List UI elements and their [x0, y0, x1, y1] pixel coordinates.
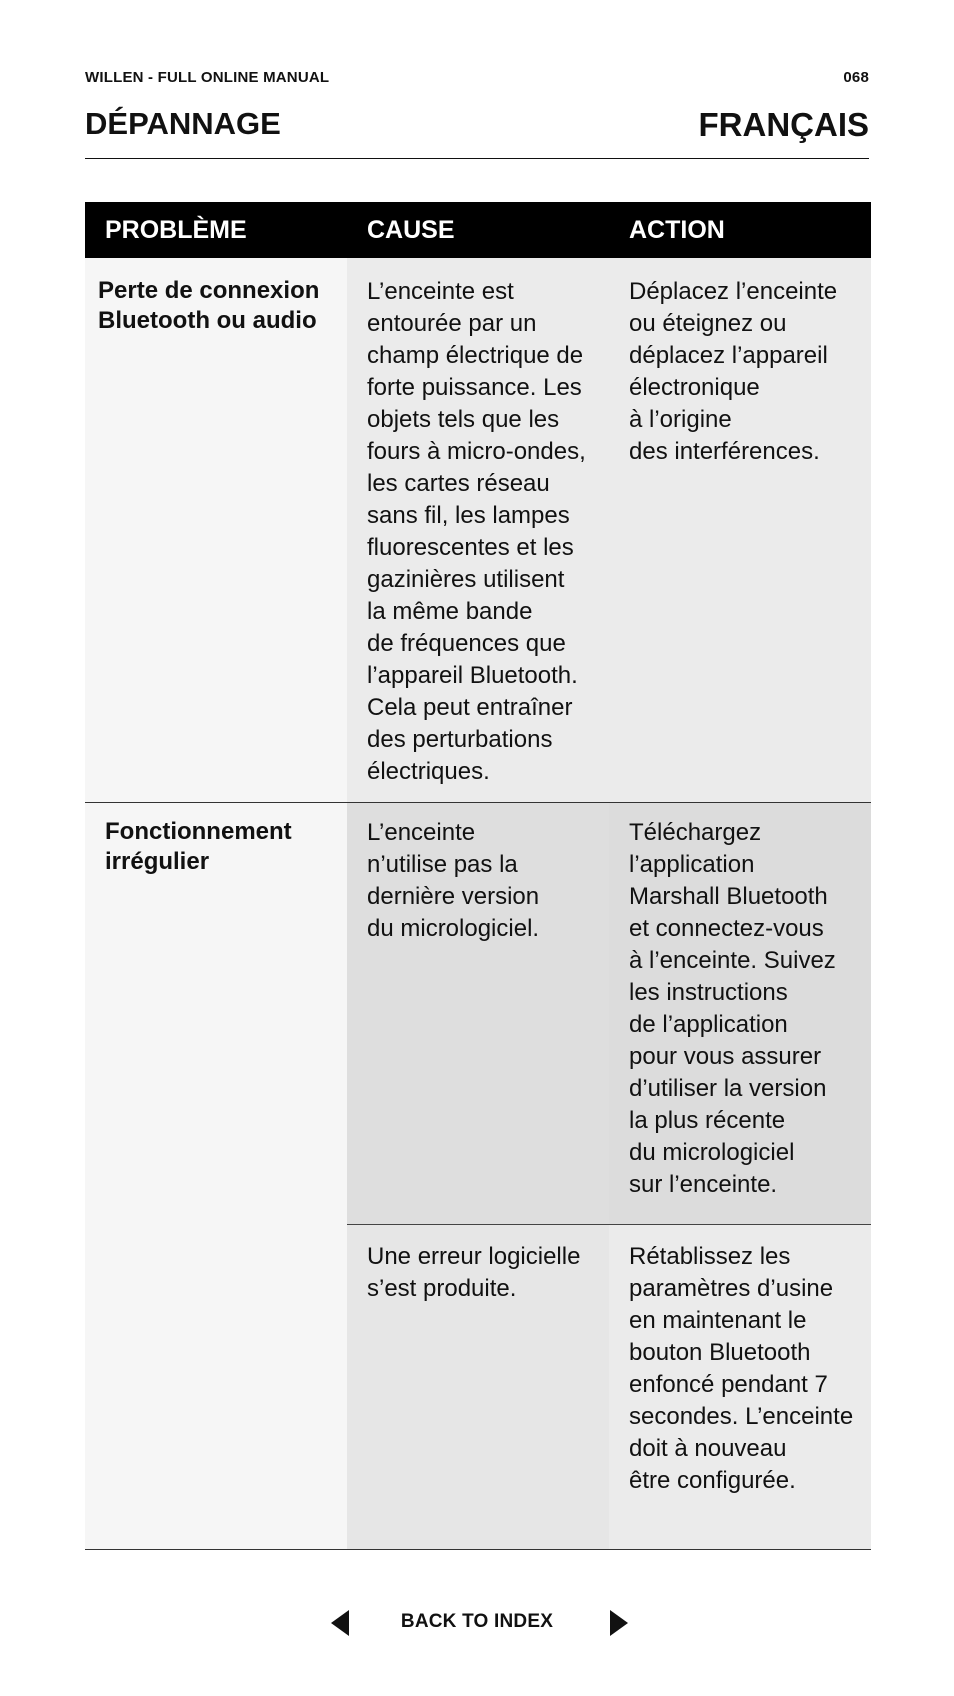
column-header-cause: CAUSE: [367, 216, 455, 244]
cause-cell: L’enceinte n’utilise pas la dernière version du micrologiciel.: [347, 803, 609, 1224]
back-to-index-link[interactable]: BACK TO INDEX: [400, 1611, 554, 1632]
top-bar: [85, 69, 869, 89]
footer-nav: [0, 1605, 954, 1641]
triangle-left-icon[interactable]: [331, 1610, 349, 1636]
table-subrow: [347, 803, 871, 1225]
section-title: DÉPANNAGE: [85, 106, 281, 141]
manual-title: WILLEN - FULL ONLINE MANUAL: [85, 69, 330, 86]
language-label: FRANÇAIS: [698, 106, 869, 143]
triangle-right-icon[interactable]: [610, 1610, 628, 1636]
action-cell: Déplacez l’enceinte ou éteignez ou déplacez l’appareil électronique à l’origine des interférences.: [609, 258, 871, 802]
action-cell: Rétablissez les paramètres d’usine en maintenant le bouton Bluetooth enfoncé pendant 7 secondes. L’enceinte doit à nouveau être configurée.: [609, 1225, 871, 1549]
column-header-problem: PROBLÈME: [105, 216, 247, 244]
table-row: [85, 258, 871, 803]
problem-cell: Perte de connexion Bluetooth ou audio: [85, 258, 347, 802]
table-header: [85, 202, 871, 258]
problem-cell: Fonctionnement irrégulier: [85, 803, 347, 1549]
section-header: [85, 106, 869, 159]
troubleshooting-table: [85, 202, 871, 1550]
sub-rows: [347, 803, 871, 1549]
cause-cell: Une erreur logicielle s’est produite.: [347, 1225, 609, 1549]
table-row: [85, 803, 871, 1550]
page-number: 068: [843, 69, 869, 86]
table-subrow: [347, 1225, 871, 1549]
action-cell: Téléchargez l’application Marshall Bluetooth et connectez-vous à l’enceinte. Suivez les instructions de l’application pour vous assurer d’utiliser la version la plus récente du micrologiciel sur l’enceinte.: [609, 803, 871, 1224]
column-header-action: ACTION: [629, 216, 725, 244]
cause-cell: L’enceinte est entourée par un champ électrique de forte puissance. Les objets tels que les fours à micro-ondes, les cartes réseau sans fil, les lampes fluorescentes et les gazinières utilisent la même bande de fréquences que l’appareil Bluetooth. Cela peut entraîner des perturbations électriques.: [347, 258, 609, 802]
